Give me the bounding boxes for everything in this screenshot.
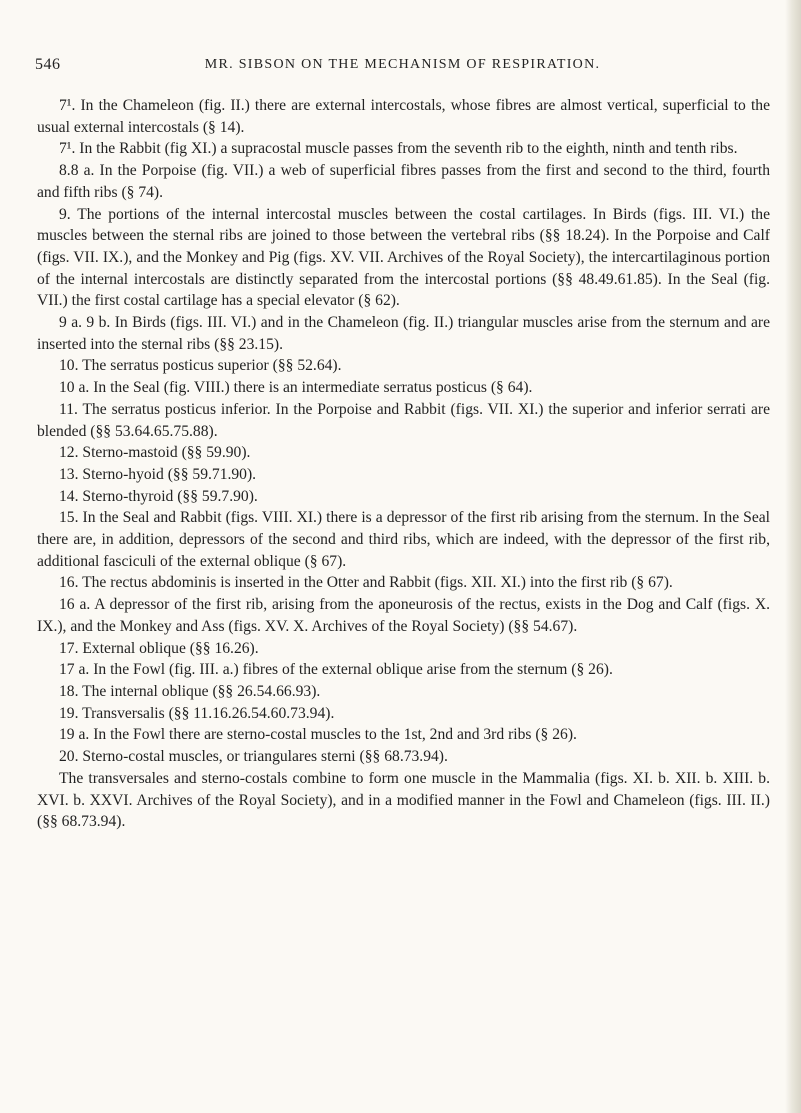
paragraph: 9 a. 9 b. In Birds (figs. III. VI.) and in the Chameleon (fig. II.) triangular muscles arise from the sternum and are inserted into the sternal ribs (§§ 23.15). bbox=[37, 314, 770, 353]
paragraph: 15. In the Seal and Rabbit (figs. VIII. XI.) there is a depressor of the first rib arising from the sternum. In the Seal there are, in addition, depressors of the second and third ribs, which are indeed, with the depressor of the first rib, additional fasciculi of the external oblique (§ 67). bbox=[37, 509, 770, 570]
paragraph: 13. Sterno-hyoid (§§ 59.71.90). bbox=[59, 465, 257, 483]
running-title: MR. SIBSON ON THE MECHANISM OF RESPIRATION. bbox=[204, 57, 601, 72]
paragraph: 8.8 a. In the Porpoise (fig. VII.) a web of superficial fibres passes from the first and second to the third, fourth and fifth ribs (§ 74). bbox=[37, 162, 770, 201]
paragraph: 20. Sterno-costal muscles, or triangulares sterni (§§ 68.73.94). bbox=[59, 748, 448, 766]
body-text bbox=[37, 95, 770, 833]
paragraph: 10 a. In the Seal (fig. VIII.) there is an intermediate serratus posticus (§ 64). bbox=[59, 379, 533, 397]
paragraph: 19 a. In the Fowl there are sterno-costal muscles to the 1st, 2nd and 3rd ribs (§ 26). bbox=[59, 726, 577, 744]
page-number: 546 bbox=[35, 56, 61, 73]
paragraph: 12. Sterno-mastoid (§§ 59.90). bbox=[59, 444, 251, 462]
paragraph: The transversales and sterno-costals combine to form one muscle in the Mammalia (figs. XI. b. XII. b. XIII. b. XVI. b. XXVI. Archives of the Royal Society), and in a modified manner in the Fowl and Chameleon (figs. III. II.) (§§ 68.73.94). bbox=[37, 769, 770, 831]
page-header bbox=[35, 56, 770, 78]
paragraph: 7¹. In the Chameleon (fig. II.) there are external intercostals, whose fibres are almost vertical, superficial to the usual external intercostals (§ 14). bbox=[37, 97, 770, 136]
paragraph: 11. The serratus posticus inferior. In the Porpoise and Rabbit (figs. VII. XI.) the superior and inferior serrati are blended (§§ 53.64.65.75.88). bbox=[37, 400, 770, 440]
paragraph: 9. The portions of the internal intercostal muscles between the costal cartilages. In Birds (figs. III. VI.) the muscles between the sternal ribs are joined to those between the vertebral ribs (§§ 18.24). In the Porpoise and Calf (figs. VII. IX.), and the Monkey and Pig (figs. XV. VII. Archives of the Royal Society), the intercartilaginous portion of the internal intercostals are distinctly separated from the intercostal portions (§§ 48.49.61.85). In the Seal (fig. VII.) the first costal cartilage has a special elevator (§ 62). bbox=[37, 205, 770, 310]
paragraph: 19. Transversalis (§§ 11.16.26.54.60.73.94). bbox=[59, 704, 335, 722]
paragraph: 18. The internal oblique (§§ 26.54.66.93). bbox=[59, 682, 321, 700]
paragraph: 14. Sterno-thyroid (§§ 59.7.90). bbox=[59, 487, 258, 505]
paragraph: 7¹. In the Rabbit (fig XI.) a supracostal muscle passes from the seventh rib to the eighth, ninth and tenth ribs. bbox=[59, 140, 738, 158]
paragraph: 16. The rectus abdominis is inserted in the Otter and Rabbit (figs. XII. XI.) into the first rib (§ 67). bbox=[59, 574, 673, 592]
paragraph: 17 a. In the Fowl (fig. III. a.) fibres of the external oblique arise from the sternum (§ 26). bbox=[59, 661, 613, 679]
paragraph: 10. The serratus posticus superior (§§ 52.64). bbox=[59, 357, 342, 375]
page-edge-shadow bbox=[785, 0, 801, 1113]
paragraph: 16 a. A depressor of the first rib, arising from the aponeurosis of the rectus, exists in the Dog and Calf (figs. X. IX.), and the Monkey and Ass (figs. XV. X. Archives of the Royal Society) (§§ 54.67). bbox=[37, 596, 770, 635]
paragraph: 17. External oblique (§§ 16.26). bbox=[59, 639, 259, 657]
